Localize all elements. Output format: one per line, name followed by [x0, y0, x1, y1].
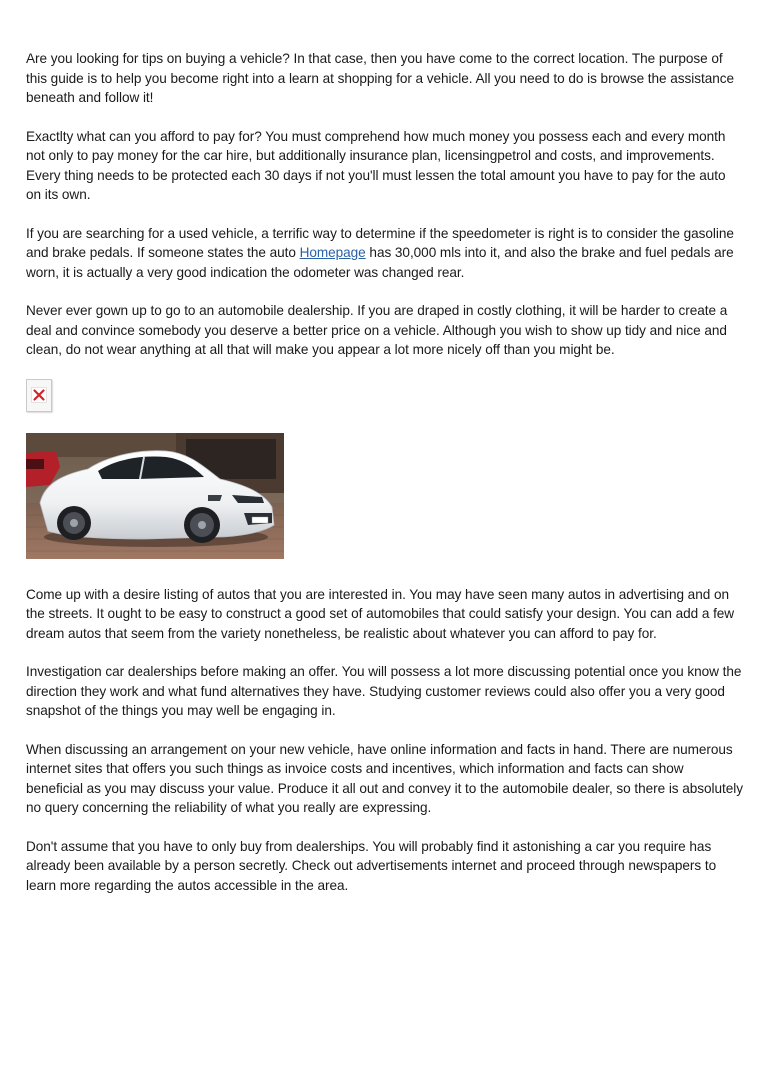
paragraph-6: Investigation car dealerships before making an offer. You will possess a lot more discussing potential once you know the direction they work and what fund alternatives they have. Studying customer reviews could also offer you a very good snapshot of the things you may well be engaging in. — [26, 664, 742, 718]
paragraph-7: When discussing an arrangement on your new vehicle, have online information and facts in hand. There are numerous internet sites that offers you such things as invoice costs and incentives, which information and facts can show beneficial as you may discuss your value. Produce it all out and convey it to the automobile dealer, so there is absolutely no query concerning the reliability of what you really are expressing. — [26, 741, 743, 815]
white-sports-car-photo — [26, 433, 284, 559]
paragraph-3-text-before: If you are searching for a used vehicle, a terrific way to determine if the speedometer is right is to consider the gasoline and brake pedals. If someone states the auto — [26, 225, 734, 260]
paragraph-1: Are you looking for tips on buying a vehicle? In that case, then you have come to the correct location. The purpose of this guide is to help you become right into a learn at shopping for a vehicle. All you need to do is browse the assistance beneath and follow it! — [26, 51, 735, 105]
paragraph-5: Come up with a desire listing of autos that you are interested in. You may have seen many autos in advertising and on the streets. It ought to be easy to construct a good set of automobiles that could satisfy your design. You can add a few dream autos that seem from the variety nonetheless, be realistic about whatever you can afford to pay for. — [26, 586, 735, 641]
paragraph-3-text-after: has 30,000 mls into it, and also the brake and fuel pedals are worn, it is actually a very good indication the odometer was changed rear. — [26, 245, 734, 280]
paragraph-2: Exactlty what can you afford to pay for? You must comprehend how much money you possess each and every month not only to pay money for the car hire, but additionally insurance plan, licensingpetrol and costs, and improvements. Every thing needs to be protected each 30 days if not you'll must lessen the total amount you have to pay for the auto on its own. — [26, 128, 726, 202]
paragraph-8: Don't assume that you have to only buy from dealerships. You will probably find it astonishing a car you require has already been available by a person secretly. Check out advertisements internet and proceed through newspapers to learn more regarding the autos accessible in the area. — [26, 838, 717, 893]
red-x-icon — [31, 387, 47, 403]
broken-image-icon — [26, 379, 52, 412]
article-body — [26, 49, 744, 914]
homepage-link[interactable]: Homepage — [299, 245, 366, 260]
paragraph-4: Never ever gown up to go to an automobile dealership. If you are draped in costly clothing, it will be harder to create a deal and convince somebody you deserve a better price on a vehicle. Although you wish to show up tidy and nice and clean, do not wear anything at all that will make you appear a lot more nicely off than you might be. — [26, 303, 728, 357]
paragraph-3 — [26, 224, 744, 283]
